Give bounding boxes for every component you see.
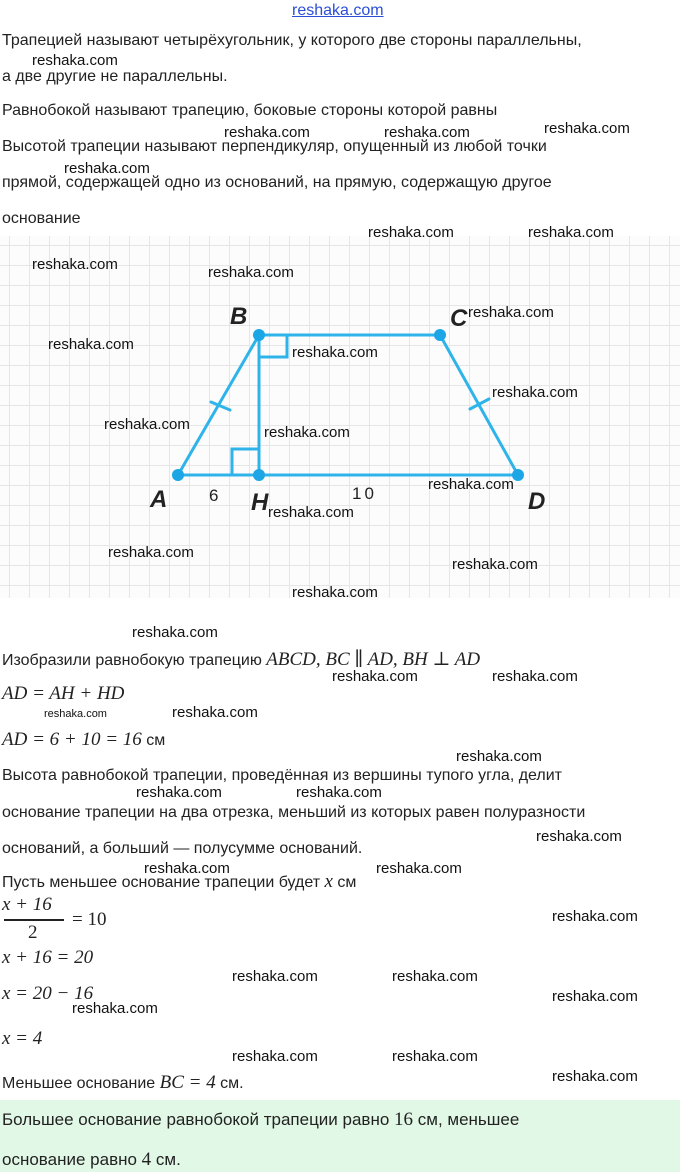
watermark: reshaka.com: [172, 704, 258, 721]
watermark: reshaka.com: [104, 416, 190, 433]
watermark: reshaka.com: [136, 784, 222, 801]
watermark: reshaka.com: [44, 708, 107, 720]
fraction-rhs: = 10: [72, 909, 107, 930]
watermark: reshaka.com: [452, 556, 538, 573]
watermark: reshaka.com: [232, 1048, 318, 1065]
watermark: reshaka.com: [132, 624, 218, 641]
intro-p1-line2: а две другие не параллельны.: [2, 68, 228, 85]
watermark: reshaka.com: [552, 1068, 638, 1085]
equation-4: x = 4: [2, 1028, 43, 1049]
watermark: reshaka.com: [428, 476, 514, 493]
trapezoid-condition: ABCD, BC ∥ AD, BH ⊥ AD: [266, 649, 481, 670]
point-a: [172, 469, 184, 481]
watermark: reshaka.com: [72, 1000, 158, 1017]
watermark: reshaka.com: [392, 968, 478, 985]
point-c: [434, 329, 446, 341]
watermark: reshaka.com: [108, 544, 194, 561]
point-b: [253, 329, 265, 341]
property-line3: оснований, а больший — полусумме оснований.: [2, 840, 363, 857]
equation-3: x = 20 − 16: [2, 983, 94, 1004]
equation-ad-sum: AD = AH + HD: [2, 683, 125, 704]
watermark: reshaka.com: [552, 988, 638, 1005]
point-h: [253, 469, 265, 481]
trapezoid-figure: [0, 236, 680, 598]
watermark: reshaka.com: [544, 120, 630, 137]
watermark: reshaka.com: [368, 224, 454, 241]
watermark: reshaka.com: [232, 968, 318, 985]
answer-line1: Большее основание равнобокой трапеции равно 16 см, меньшее: [2, 1109, 520, 1130]
watermark: reshaka.com: [492, 384, 578, 401]
equation-2: x + 16 = 20: [2, 947, 94, 968]
intro-p3-line2: прямой, содержащей одно из оснований, на прямую, содержащую другое: [2, 174, 552, 191]
watermark: reshaka.com: [48, 336, 134, 353]
solution-line1: Изобразили равнобокую трапецию ABCD, BC ∥ AD, BH ⊥ AD: [2, 649, 481, 670]
site-link[interactable]: reshaka.com: [292, 2, 384, 19]
watermark: reshaka.com: [468, 304, 554, 321]
watermark: reshaka.com: [208, 264, 294, 281]
label-d: D: [528, 488, 546, 515]
intro-p3-line3: основание: [2, 210, 81, 227]
let-statement: Пусть меньшее основание трапеции будет x см: [2, 871, 357, 892]
watermark: reshaka.com: [292, 344, 378, 361]
intro-p3-line1: Высотой трапеции называют перпендикуляр, опущенный из любой точки: [2, 138, 547, 155]
label-ah-length: 6: [209, 486, 219, 505]
watermark: reshaka.com: [552, 908, 638, 925]
watermark: reshaka.com: [144, 860, 230, 877]
watermark: reshaka.com: [64, 160, 150, 177]
label-a: A: [150, 486, 168, 513]
watermark: reshaka.com: [224, 124, 310, 141]
label-hd-length: 10: [352, 484, 377, 503]
fraction-numerator: x + 16: [2, 894, 52, 915]
fraction-bar: [4, 919, 64, 921]
watermark: reshaka.com: [384, 124, 470, 141]
watermark: reshaka.com: [292, 584, 378, 601]
watermark: reshaka.com: [32, 52, 118, 69]
intro-p1-line1: Трапецией называют четырёхугольник, у которого две стороны параллельны,: [2, 32, 582, 49]
label-h: H: [251, 489, 269, 516]
label-c: C: [450, 305, 468, 332]
property-line1: Высота равнобокой трапеции, проведённая из вершины тупого угла, делит: [2, 767, 563, 784]
watermark: reshaka.com: [296, 784, 382, 801]
fraction-denominator: 2: [28, 922, 38, 943]
watermark: reshaka.com: [268, 504, 354, 521]
watermark: reshaka.com: [528, 224, 614, 241]
conclusion: Меньшее основание BC = 4 см.: [2, 1072, 244, 1093]
property-line2: основание трапеции на два отрезка, меньший из которых равен полуразности: [2, 804, 586, 821]
watermark: reshaka.com: [536, 828, 622, 845]
answer-line2: основание равно 4 см.: [2, 1149, 181, 1170]
watermark: reshaka.com: [32, 256, 118, 273]
intro-p2: Равнобокой называют трапецию, боковые стороны которой равны: [2, 102, 498, 119]
watermark: reshaka.com: [332, 668, 418, 685]
equation-ad-value: AD = 6 + 10 = 16 см: [2, 729, 166, 750]
watermark: reshaka.com: [264, 424, 350, 441]
watermark: reshaka.com: [376, 860, 462, 877]
watermark: reshaka.com: [392, 1048, 478, 1065]
label-b: B: [230, 303, 248, 330]
watermark: reshaka.com: [492, 668, 578, 685]
watermark: reshaka.com: [456, 748, 542, 765]
